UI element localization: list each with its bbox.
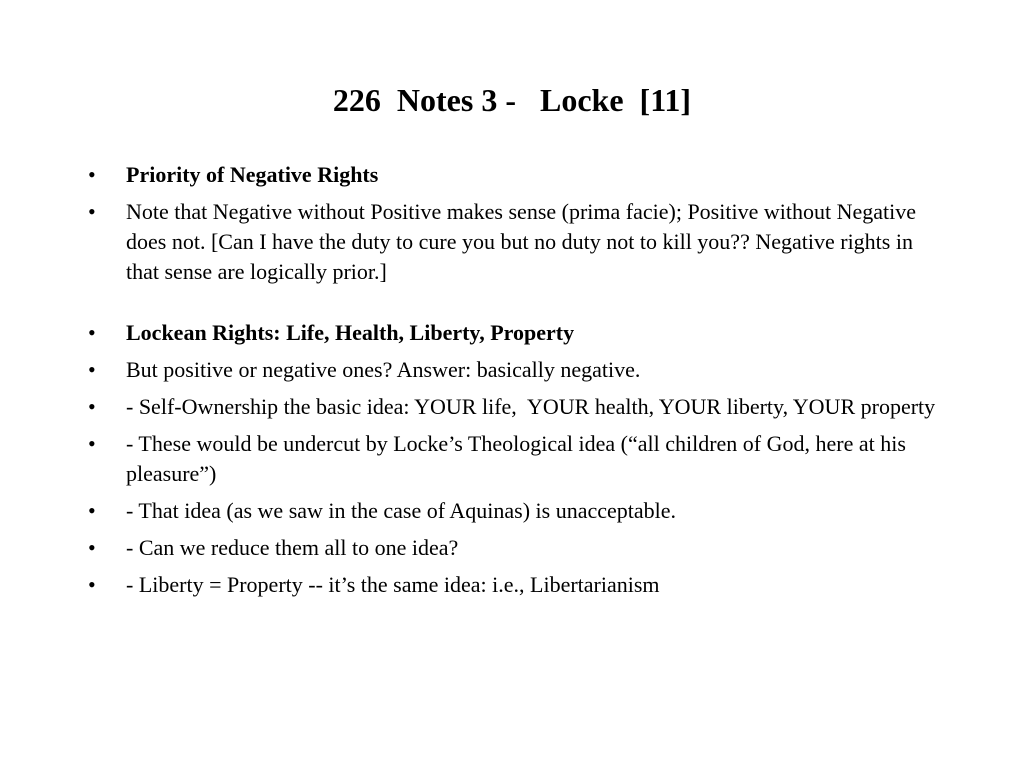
bullet-item	[88, 429, 948, 489]
bullet-text: Note that Negative without Positive makes sense (prima facie); Positive without Negative does not. [Can I have the duty to cure you but no duty not to kill you?? Negative rights in that sense are logically prior.]	[126, 199, 922, 284]
slide-title: 226 Notes 3 - Locke [11]	[332, 82, 692, 118]
bullet-icon: •	[88, 320, 96, 345]
bullet-item	[88, 570, 948, 600]
bullet-icon: •	[88, 431, 96, 456]
bullet-item	[88, 318, 948, 348]
bullet-icon: •	[88, 498, 96, 523]
bullet-item	[88, 392, 948, 422]
bullet-text: But positive or negative ones? Answer: basically negative.	[126, 357, 641, 382]
bullet-text: Lockean Rights: Life, Health, Liberty, Property	[126, 320, 575, 345]
bullet-icon: •	[88, 394, 96, 419]
bullet-item	[88, 197, 948, 287]
bullet-text: Priority of Negative Rights	[126, 162, 379, 187]
bullet-list	[88, 160, 948, 607]
bullet-item	[88, 533, 948, 563]
bullet-icon: •	[88, 535, 96, 560]
bullet-icon: •	[88, 572, 96, 597]
bullet-icon: •	[88, 162, 96, 187]
bullet-text: - That idea (as we saw in the case of Aquinas) is unacceptable.	[126, 498, 676, 523]
bullet-item	[88, 496, 948, 526]
bullet-icon: •	[88, 357, 96, 382]
bullet-text: - Self-Ownership the basic idea: YOUR life, YOUR health, YOUR liberty, YOUR property	[126, 394, 936, 419]
bullet-text: - Can we reduce them all to one idea?	[126, 535, 459, 560]
bullet-text: - These would be undercut by Locke’s Theological idea (“all children of God, here at his pleasure”)	[126, 431, 912, 486]
bullet-icon: •	[88, 199, 96, 224]
bullet-text: - Liberty = Property -- it’s the same idea: i.e., Libertarianism	[126, 572, 660, 597]
bullet-item	[88, 160, 948, 190]
bullet-item	[88, 355, 948, 385]
